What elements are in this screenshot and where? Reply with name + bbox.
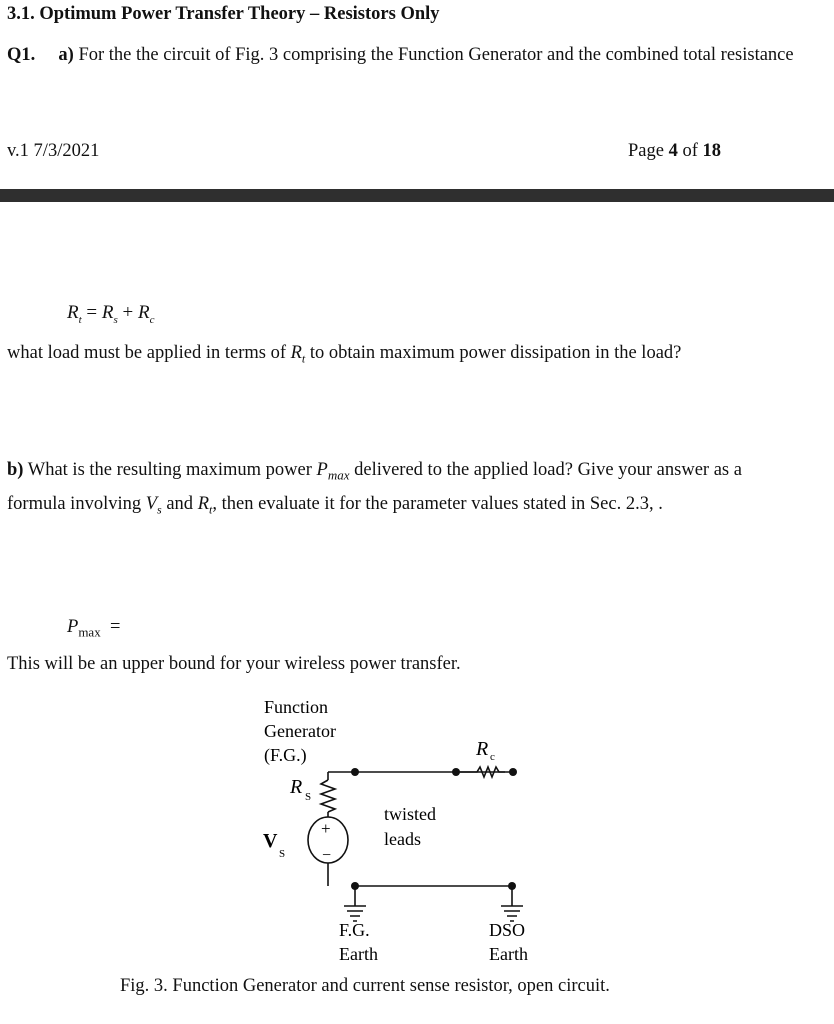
minus-sign: − [322,847,332,864]
rc-sub: c [490,751,495,763]
rs-sub: S [305,791,312,803]
figure-caption: Fig. 3. Function Generator and current sense resistor, open circuit. [120,976,610,996]
bottom-left-node [351,882,359,890]
bottom-right-node [508,882,516,890]
q1-part-b: b) What is the resulting maximum power $P_{max}$ delivered to the applied load? Give your answer as a formula involving $V_s$ and $R_t$, then evaluate it for the parameter values stated in Sec. 2.3, . [7,460,742,517]
q1-text: For the the circuit of Fig. 3 comprising the Function Generator and the combined total resistance [78,45,794,65]
q1-part-a: a) [58,45,74,65]
fg-earth-icon [344,906,366,921]
plus-sign: + [321,819,331,838]
fg-earth-label-1: F.G. [339,920,370,940]
version-date: v.1 7/3/2021 [7,141,100,161]
total-resistance-equation: $R_t = R_s + R_c$ [67,302,155,326]
q1-label: Q1. [7,45,36,65]
upper-bound-note: This will be an upper bound for your wireless power transfer. [7,654,461,674]
top-left-node [351,768,359,776]
fg-label-3: (F.G.) [264,745,307,765]
fg-earth-label-2: Earth [339,944,378,964]
rc-right-node [509,768,517,776]
pmax-answer-line: $P_{max}$ = [67,617,121,640]
dso-earth-icon [501,906,523,921]
rs-resistor [321,780,335,812]
section-title: 3.1. Optimum Power Transfer Theory – Resistors Only [7,4,440,24]
page-number: Page 4 of 18 [627,141,721,161]
twisted-label-2: leads [384,829,421,849]
rc-left-node [452,768,460,776]
rc-label: R [476,738,489,760]
fg-label-1: Function [264,697,329,717]
vs-label: V [263,830,278,852]
twisted-label-1: twisted [384,804,436,824]
vs-sub: S [279,848,286,860]
fg-label-2: Generator [264,721,336,741]
dso-earth-label-1: DSO [489,920,526,940]
dso-earth-label-2: Earth [489,944,528,964]
rs-label: R [290,776,303,798]
q1-question: what load must be applied in terms of $R_t$ to obtain maximum power dissipation in the load? [7,343,682,366]
